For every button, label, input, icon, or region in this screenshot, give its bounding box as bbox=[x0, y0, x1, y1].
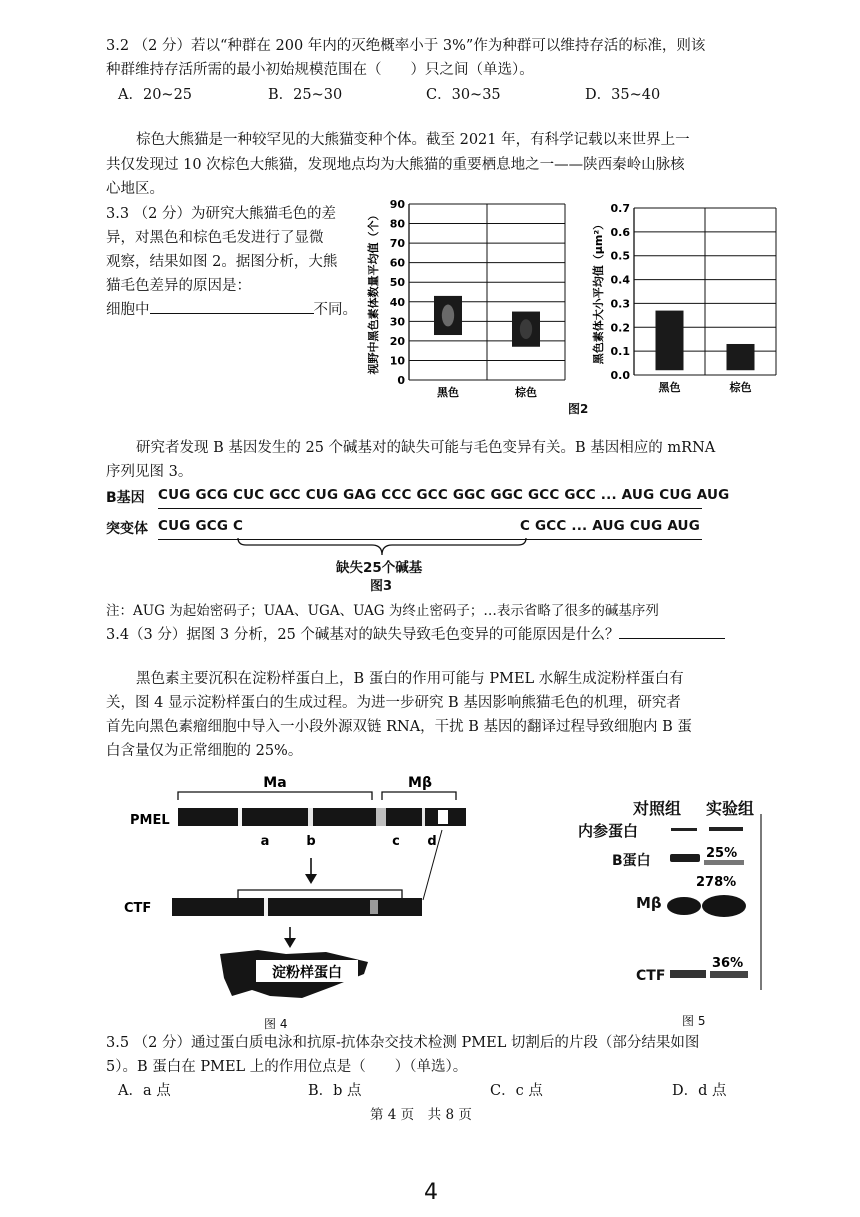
q32-option-c: C．30~35 bbox=[426, 87, 501, 103]
intro3-line2: 关，图 4 显示淀粉样蛋白的生成过程。为进一步研究 B 基因影响熊猫毛色的机理，研究者 bbox=[106, 695, 681, 711]
fig3-caption: 图3 bbox=[370, 579, 393, 594]
intro1-line1: 棕色大熊猫是一种较罕见的大熊猫变种个体。截至 2021 年，有科学记载以来世界上一 bbox=[136, 132, 690, 148]
fig5-mb-band-control bbox=[667, 897, 701, 915]
fig3-note: 注：AUG 为起始密码子；UAA、UGA、UAG 为终止密码子；…表示省略了很多的碱基序列 bbox=[106, 603, 659, 619]
fig4-pmel-label: PMEL bbox=[130, 813, 170, 828]
fig4-caption: 图 4 bbox=[264, 1017, 288, 1031]
fig3-b-gene-seq: CUG GCG CUC GCC CUG GAG CCC GCC GGC GGC GCC GCC ... AUG CUG AUG bbox=[158, 487, 730, 503]
fig5-control-label: 对照组 bbox=[633, 799, 682, 818]
intro1-line2: 共仅发现过 10 次棕色大熊猫，发现地点均为大熊猫的重要栖息地之一——陕西秦岭山脉核 bbox=[106, 157, 685, 173]
fig5-row-b: B蛋白 bbox=[612, 853, 651, 869]
q33-line5 bbox=[106, 299, 357, 321]
chart-y-tick: 60 bbox=[389, 256, 405, 270]
fig5-ctf-band-experiment bbox=[710, 971, 748, 978]
chart-y-tick: 20 bbox=[389, 334, 405, 348]
q33-line3: 观察，结果如图 2。据图分析，大熊 bbox=[106, 254, 338, 270]
q33-line1: 3.3 （2 分）为研究大熊猫毛色的差 bbox=[106, 206, 337, 222]
q33-line4: 猫毛色差异的原因是： bbox=[106, 278, 251, 294]
fig4-pmel-gap-d bbox=[422, 808, 425, 826]
page-number: 4 bbox=[424, 1180, 438, 1205]
chart-y-tick: 10 bbox=[389, 354, 405, 368]
chart-bar-1 bbox=[727, 344, 755, 370]
chart-y-tick: 0.2 bbox=[610, 321, 630, 335]
intro3-line3: 首先向黑色素瘤细胞中导入一小段外源双链 RNA，干扰 B 基因的翻译过程导致细胞内 B 蛋 bbox=[106, 719, 692, 735]
fig5-ctf-pct: 36% bbox=[712, 956, 744, 971]
chart-category-label: 黑色 bbox=[437, 386, 459, 399]
intro2-line2: 序列见图 3。 bbox=[106, 464, 193, 480]
q34-text: 3.4（3 分）据图 3 分析，25 个碱基对的缺失导致毛色变异的可能原因是什么？ bbox=[106, 627, 620, 643]
fig4-pmel-gap-b bbox=[308, 808, 313, 826]
q35-option-d: D．d 点 bbox=[672, 1083, 727, 1099]
fig4-ctf-label: CTF bbox=[124, 901, 152, 916]
fig3-mutant-seq-right: C GCC ... AUG CUG AUG bbox=[520, 518, 700, 534]
chart-y-tick: 50 bbox=[389, 276, 405, 290]
chart-y-tick: 90 bbox=[389, 198, 405, 211]
fig4-ctf-bracket bbox=[238, 890, 402, 898]
fig4-arrow1-head bbox=[305, 874, 317, 884]
chart-y-tick: 0.7 bbox=[610, 202, 630, 215]
chart-y-tick: 30 bbox=[389, 315, 405, 329]
fig5-mb-pct: 278% bbox=[696, 875, 737, 890]
q32-option-a: A．20~25 bbox=[118, 87, 193, 103]
q35-option-a: A．a 点 bbox=[118, 1083, 171, 1099]
q35-line2: 5）。B 蛋白在 PMEL 上的作用位点是（ ）（单选）。 bbox=[106, 1059, 468, 1075]
q34-answer-blank[interactable] bbox=[619, 624, 725, 639]
fig4-point-b: b bbox=[306, 834, 316, 849]
fig5-internal-band-experiment bbox=[709, 827, 743, 831]
fig3-b-gene-label: B基因 bbox=[106, 490, 145, 506]
fig4-diagram bbox=[120, 772, 490, 1002]
fig4-amyloid-label: 淀粉样蛋白 bbox=[272, 965, 342, 981]
fig5-row-internal: 内参蛋白 bbox=[578, 822, 639, 840]
fig4-mb-label: Mβ bbox=[408, 775, 432, 791]
chart-category-label: 棕色 bbox=[515, 386, 537, 399]
chart-y-tick: 40 bbox=[389, 295, 405, 309]
q32-option-d: D．35~40 bbox=[585, 87, 661, 103]
q35-option-c: C．c 点 bbox=[490, 1083, 543, 1099]
fig4-point-d: d bbox=[427, 834, 437, 849]
fig3-mutant-label: 突变体 bbox=[106, 521, 148, 537]
chart-y-tick: 0.5 bbox=[610, 249, 630, 263]
chart-bar-core-1 bbox=[520, 319, 532, 339]
fig4-ma-label: Ma bbox=[263, 775, 287, 791]
fig2-caption: 图2 bbox=[568, 402, 589, 416]
intro3-line4: 白含量仅为正常细胞的 25%。 bbox=[106, 743, 303, 759]
chart-y-tick: 0.4 bbox=[610, 273, 630, 287]
fig4-point-a: a bbox=[260, 834, 270, 849]
chart-ylabel: 视野中黑色素体数量平均值（个） bbox=[367, 209, 380, 375]
chart-y-tick: 0.0 bbox=[610, 369, 630, 382]
q33-answer-blank[interactable] bbox=[150, 299, 314, 314]
fig3-mutant-seq-left: CUG GCG C bbox=[158, 518, 244, 534]
intro1-line3: 心地区。 bbox=[106, 181, 164, 197]
chart-bar-core-0 bbox=[442, 305, 454, 327]
q35-line1: 3.5 （2 分）通过蛋白质电泳和抗原-抗体杂交技术检测 PMEL 切割后的片段（部分结果如图 bbox=[106, 1035, 700, 1051]
fig5-experiment-label: 实验组 bbox=[706, 799, 755, 818]
q33-line5-prefix: 细胞中 bbox=[106, 302, 150, 318]
chart-category-label: 黑色 bbox=[658, 381, 681, 394]
fig5-internal-band-control bbox=[671, 828, 697, 831]
intro2-line1: 研究者发现 B 基因发生的 25 个碱基对的缺失可能与毛色变异有关。B 基因相应的 mRNA bbox=[136, 440, 716, 456]
fig5-row-mb: Mβ bbox=[636, 894, 662, 912]
fig5-ctf-band-control bbox=[670, 970, 706, 978]
chart-category-label: 棕色 bbox=[729, 381, 752, 394]
chart-y-tick: 0 bbox=[397, 374, 405, 387]
chart-ylabel: 黑色素体大小平均值（μm²） bbox=[592, 218, 605, 365]
fig5-b-pct: 25% bbox=[706, 846, 738, 861]
fig4-pmel-notch bbox=[438, 810, 448, 824]
chart-y-tick: 0.3 bbox=[610, 297, 630, 311]
fig4-ctf-gap2 bbox=[370, 900, 378, 914]
chart-bar-0 bbox=[656, 311, 684, 371]
intro3-line1: 黑色素主要沉积在淀粉样蛋白上，B 蛋白的作用可能与 PMEL 水解生成淀粉样蛋白有 bbox=[136, 671, 684, 687]
fig5-blot bbox=[664, 814, 764, 994]
q35-option-b: B．b 点 bbox=[308, 1083, 362, 1099]
fig4-pmel-gap-c bbox=[376, 808, 386, 826]
chart-y-tick: 0.6 bbox=[610, 225, 630, 239]
fig4-point-c: c bbox=[392, 834, 400, 849]
chart-y-tick: 80 bbox=[389, 217, 405, 231]
fig5-caption: 图 5 bbox=[682, 1014, 706, 1028]
page-footer: 第 4 页 共 8 页 bbox=[370, 1107, 472, 1123]
fig5-mb-band-experiment bbox=[702, 895, 746, 917]
fig3-deletion-brace bbox=[236, 536, 528, 558]
chart-melanosome-size bbox=[590, 190, 780, 395]
fig4-mb-bracket bbox=[382, 792, 456, 800]
fig4-pmel-gap-a bbox=[238, 808, 242, 826]
fig3-b-gene-line bbox=[158, 508, 702, 509]
fig4-arrow2-head bbox=[284, 938, 296, 948]
q34-line bbox=[106, 624, 725, 646]
fig4-ctf-gap bbox=[264, 898, 268, 916]
q32-line2: 种群维持存活所需的最小初始规模范围在（ ）只之间（单选）。 bbox=[106, 62, 534, 78]
chart-melanosome-count bbox=[365, 190, 570, 405]
fig5-row-ctf: CTF bbox=[636, 968, 666, 984]
q32-line1: 3.2 （2 分）若以“种群在 200 年内的灭绝概率小于 3%”作为种群可以维持存活的标准，则该 bbox=[106, 38, 706, 54]
fig5-b-band-control bbox=[670, 854, 700, 862]
q33-line2: 异，对黑色和棕色毛发进行了显微 bbox=[106, 230, 324, 246]
fig3-deletion-label: 缺失25个碱基 bbox=[336, 560, 423, 576]
fig4-ctf-bar bbox=[172, 898, 422, 916]
q32-option-b: B．25~30 bbox=[268, 87, 343, 103]
fig4-ma-bracket bbox=[178, 792, 372, 800]
chart-y-tick: 70 bbox=[389, 237, 405, 251]
chart-y-tick: 0.1 bbox=[610, 345, 630, 359]
q33-line5-suffix: 不同。 bbox=[313, 302, 357, 318]
